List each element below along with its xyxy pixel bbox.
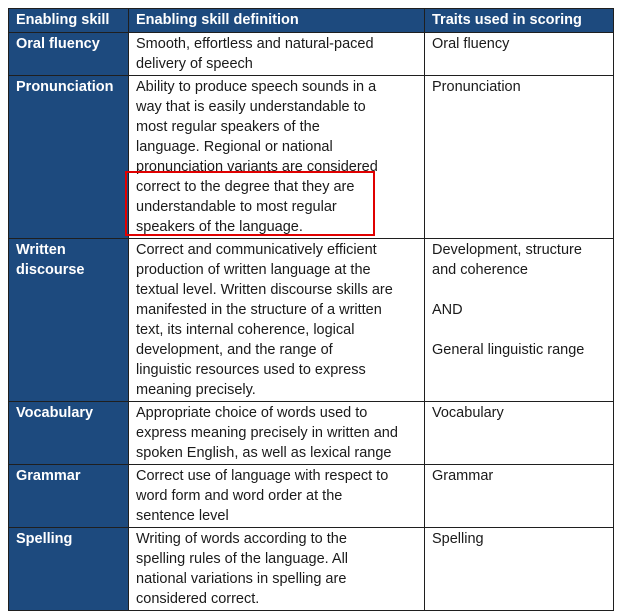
def-line: Writing of words according to the bbox=[136, 531, 347, 547]
definition-cell bbox=[129, 76, 425, 239]
traits-cell bbox=[425, 528, 614, 611]
def-line: speakers of the language. bbox=[136, 219, 303, 235]
skill-cell bbox=[9, 239, 129, 402]
traits-cell bbox=[425, 33, 614, 76]
skill-cell bbox=[9, 465, 129, 528]
def-line: delivery of speech bbox=[136, 56, 253, 72]
skill-line: Spelling bbox=[16, 531, 73, 547]
definition-cell bbox=[129, 239, 425, 402]
header-row bbox=[9, 9, 614, 33]
def-line: understandable to most regular bbox=[136, 199, 337, 215]
spacer bbox=[432, 280, 608, 300]
traits-cell bbox=[425, 465, 614, 528]
def-line: correct to the degree that they are bbox=[136, 179, 355, 195]
trait-line: Oral fluency bbox=[432, 36, 510, 52]
header-enabling-skill: Enabling skill bbox=[9, 9, 129, 33]
trait-line: AND bbox=[432, 302, 463, 318]
def-line: national variations in spelling are bbox=[136, 571, 347, 587]
skill-line: Pronunciation bbox=[16, 79, 114, 95]
traits-cell bbox=[425, 402, 614, 465]
table-body bbox=[9, 33, 614, 611]
def-line: linguistic resources used to express bbox=[136, 362, 366, 378]
trait-line: Vocabulary bbox=[432, 405, 504, 421]
table-row-spelling bbox=[9, 528, 614, 611]
table-row-grammar bbox=[9, 465, 614, 528]
table-row-written-discourse bbox=[9, 239, 614, 402]
def-line: Correct and communicatively efficient bbox=[136, 242, 377, 258]
spacer bbox=[432, 320, 608, 340]
def-line: language. Regional or national bbox=[136, 139, 333, 155]
skill-cell bbox=[9, 528, 129, 611]
skill-line: Written bbox=[16, 242, 66, 258]
skill-cell bbox=[9, 402, 129, 465]
def-line: spoken English, as well as lexical range bbox=[136, 445, 392, 461]
def-line: considered correct. bbox=[136, 591, 260, 607]
def-line: spelling rules of the language. All bbox=[136, 551, 349, 567]
table-row-pronunciation bbox=[9, 76, 614, 239]
def-line: way that is easily understandable to bbox=[136, 99, 366, 115]
table-row-oral-fluency bbox=[9, 33, 614, 76]
def-line: text, its internal coherence, logical bbox=[136, 322, 355, 338]
def-line: Correct use of language with respect to bbox=[136, 468, 389, 484]
trait-line: and coherence bbox=[432, 262, 528, 278]
def-line: manifested in the structure of a written bbox=[136, 302, 382, 318]
skill-line: discourse bbox=[16, 262, 85, 278]
skill-line: Oral fluency bbox=[16, 36, 100, 52]
def-line: word form and word order at the bbox=[136, 488, 343, 504]
def-line: meaning precisely. bbox=[136, 382, 256, 398]
enabling-skills-table bbox=[8, 8, 614, 611]
definition-cell bbox=[129, 33, 425, 76]
def-line: Smooth, effortless and natural-paced bbox=[136, 36, 374, 52]
definition-cell bbox=[129, 402, 425, 465]
traits-cell bbox=[425, 239, 614, 402]
table-row-vocabulary bbox=[9, 402, 614, 465]
traits-cell bbox=[425, 76, 614, 239]
def-line: development, and the range of bbox=[136, 342, 333, 358]
trait-line: Development, structure bbox=[432, 242, 582, 258]
definition-cell bbox=[129, 465, 425, 528]
def-line: Appropriate choice of words used to bbox=[136, 405, 368, 421]
def-line: express meaning precisely in written and bbox=[136, 425, 398, 441]
header-enabling-skill-definition: Enabling skill definition bbox=[129, 9, 425, 33]
def-line: Ability to produce speech sounds in a bbox=[136, 79, 377, 95]
skill-line: Vocabulary bbox=[16, 405, 94, 421]
def-line: sentence level bbox=[136, 508, 229, 524]
trait-line: Pronunciation bbox=[432, 79, 521, 95]
def-line: production of written language at the bbox=[136, 262, 371, 278]
trait-line: Spelling bbox=[432, 531, 484, 547]
skill-cell bbox=[9, 76, 129, 239]
skill-cell bbox=[9, 33, 129, 76]
def-line: pronunciation variants are considered bbox=[136, 159, 378, 175]
trait-line: General linguistic range bbox=[432, 342, 585, 358]
header-traits-used-in-scoring: Traits used in scoring bbox=[425, 9, 614, 33]
def-line: most regular speakers of the bbox=[136, 119, 320, 135]
skill-line: Grammar bbox=[16, 468, 81, 484]
def-line: textual level. Written discourse skills are bbox=[136, 282, 393, 298]
definition-cell bbox=[129, 528, 425, 611]
trait-line: Grammar bbox=[432, 468, 494, 484]
